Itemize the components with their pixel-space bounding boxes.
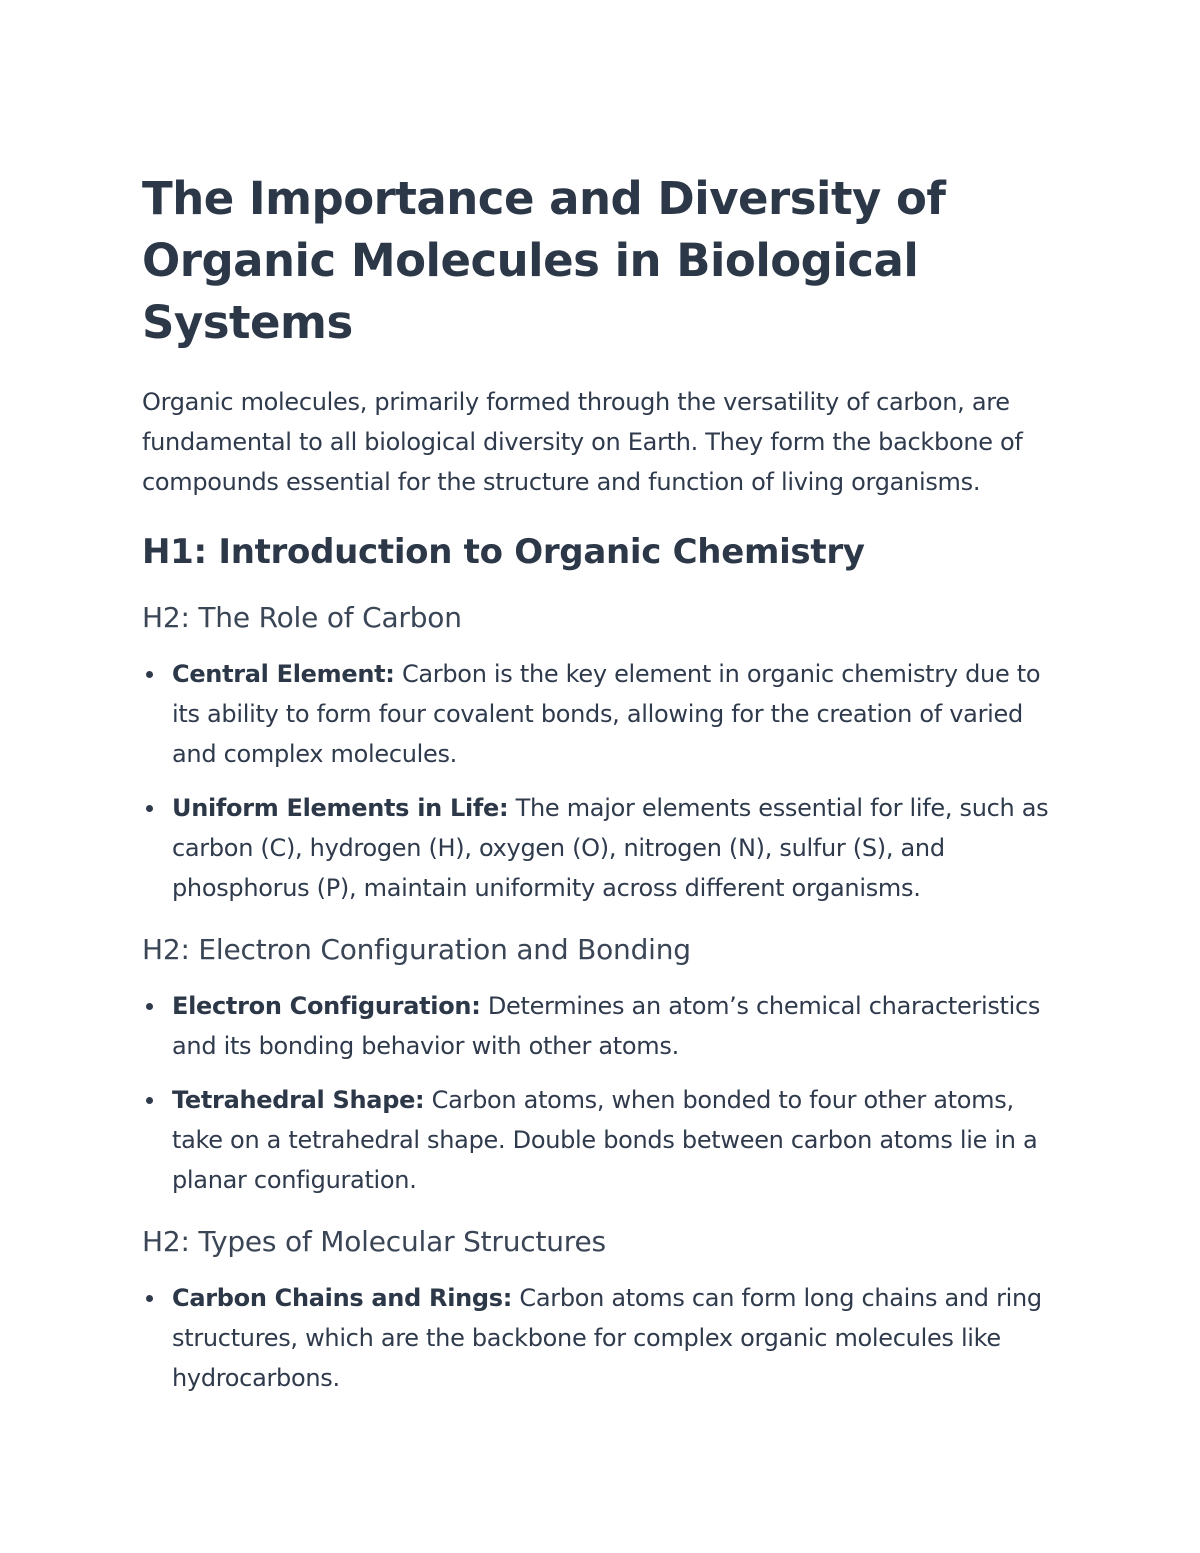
- list-item: [172, 1278, 1062, 1398]
- list-item-term: Central Element:: [172, 660, 395, 688]
- list-item: [172, 654, 1062, 774]
- list-item-text: Determines an atom’s chemical characteristics and its bonding behavior with other atoms.: [172, 992, 1041, 1060]
- bullet-list-molecular-structures: [142, 1278, 1062, 1398]
- intro-paragraph: Organic molecules, primarily formed through the versatility of carbon, are fundamental to all biological diversity on Earth. They form the backbone of compounds essential for the structure and function of living organisms.: [142, 388, 1023, 496]
- list-item-term: Carbon Chains and Rings:: [172, 1284, 513, 1312]
- list-item-term: Tetrahedral Shape:: [172, 1086, 425, 1114]
- list-item-text: Carbon atoms can form long chains and ring structures, which are the backbone for complex organic molecules like hydrocarbons.: [172, 1284, 1042, 1392]
- bullet-icon: [146, 1097, 153, 1104]
- list-item: [172, 1080, 1062, 1200]
- subsection-heading-molecular-structures: H2: Types of Molecular Structures: [142, 1225, 606, 1258]
- list-item-term: Uniform Elements in Life:: [172, 794, 509, 822]
- list-item-text: The major elements essential for life, such as carbon (C), hydrogen (H), oxygen (O), nitrogen (N), sulfur (S), and phosphorus (P), maintain uniformity across different organisms.: [172, 794, 1049, 902]
- bullet-list-role-of-carbon: [142, 654, 1062, 908]
- list-item: [172, 986, 1062, 1066]
- bullet-list-electron-configuration: [142, 986, 1062, 1200]
- list-item-term: Electron Configuration:: [172, 992, 481, 1020]
- list-item-text: Carbon is the key element in organic chemistry due to its ability to form four covalent bonds, allowing for the creation of varied and complex molecules.: [172, 660, 1041, 768]
- bullet-icon: [146, 1295, 153, 1302]
- list-item-text: Carbon atoms, when bonded to four other atoms, take on a tetrahedral shape. Double bonds between carbon atoms lie in a planar configuration.: [172, 1086, 1038, 1194]
- list-item: [172, 788, 1062, 908]
- subsection-heading-electron-configuration: H2: Electron Configuration and Bonding: [142, 933, 691, 966]
- document-title: The Importance and Diversity of Organic Molecules in Biological Systems: [142, 172, 946, 349]
- section-heading-introduction: H1: Introduction to Organic Chemistry: [142, 532, 865, 572]
- bullet-icon: [146, 805, 153, 812]
- subsection-heading-role-of-carbon: H2: The Role of Carbon: [142, 601, 462, 634]
- bullet-icon: [146, 671, 153, 678]
- bullet-icon: [146, 1003, 153, 1010]
